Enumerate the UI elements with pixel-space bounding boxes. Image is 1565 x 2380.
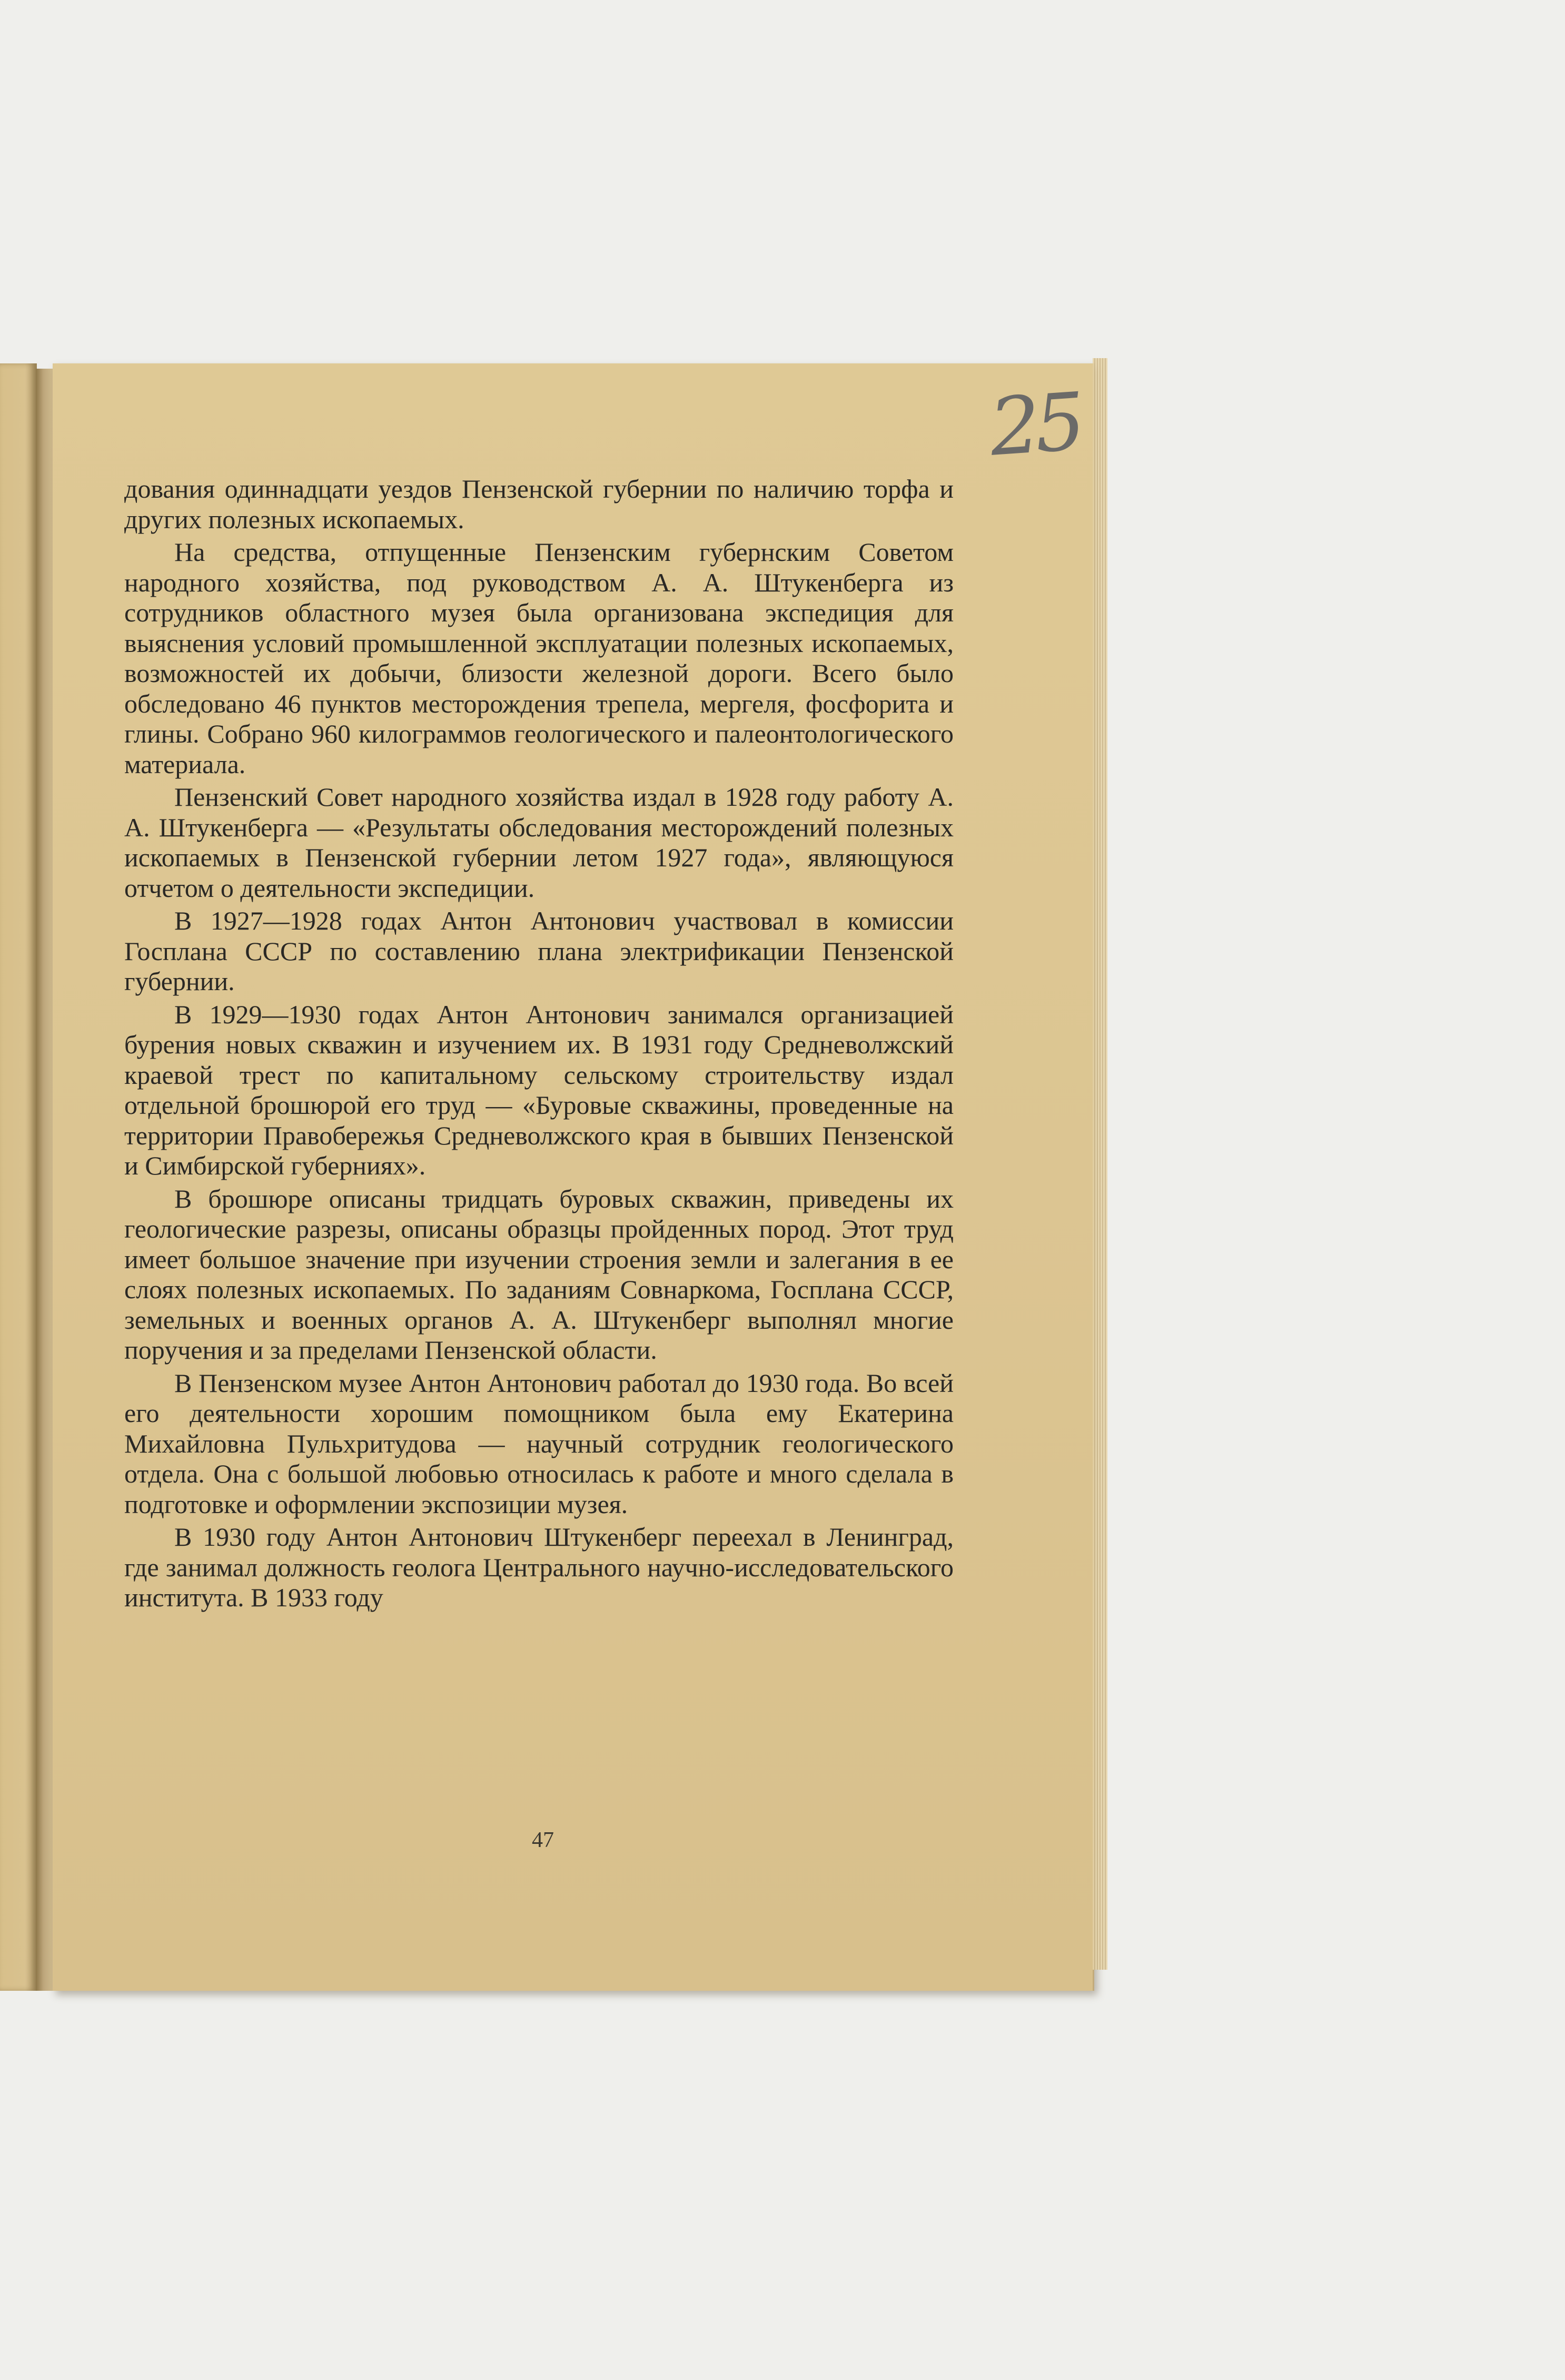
- book-gutter: [36, 369, 55, 1991]
- paragraph: В Пензенском музее Антон Антонович работал до 1930 года. Во всей его деятельности хорошим помощником была ему Екатерина Михайловна Пульхритудова — научный сотрудник геологического отдела. Она с большой любовью относилась к работе и много сделала в подготовке и оформлении экспозиции музея.: [124, 1368, 954, 1519]
- paragraph: На средства, отпущенные Пензенским губернским Советом народного хозяйства, под руководством А. А. Штукенберга из сотрудников областного музея была организована экспедиция для выяснения условий промышленной эксплуатации полезных ископаемых, возможностей их добычи, близости железной дороги. Всего было обследовано 46 пунктов месторождения трепела, мергеля, фосфорита и глины. Собрано 960 килограммов геологического и палеонтологического материала.: [124, 537, 954, 779]
- page-number: 47: [532, 1828, 554, 1852]
- paragraph: В 1929—1930 годах Антон Антонович занимался организацией бурения новых скважин и изучением их. В 1931 году Средневолжский краевой трест по капитальному сельскому строительству издал отдельной брошюрой его труд — «Буровые скважины, проведенные на территории Правобережья Средневолжского края в бывших Пензенской и Симбирской губерниях».: [124, 999, 954, 1180]
- paragraph: дования одиннадцати уездов Пензенской губернии по наличию торфа и других полезных ископаемых.: [124, 474, 954, 534]
- paragraph: В 1927—1928 годах Антон Антонович участвовал в комиссии Госплана СССР по составлению плана электрификации Пензенской губернии.: [124, 906, 954, 996]
- page-stack-edge: [1093, 358, 1107, 1970]
- paragraph: В 1930 году Антон Антонович Штукенберг переехал в Ленинград, где занимал должность геолога Центрального научно-исследовательского института. В 1933 году: [124, 1522, 954, 1612]
- previous-page-edge: [0, 363, 37, 1991]
- paragraph: Пензенский Совет народного хозяйства издал в 1928 году работу А. А. Штукенберга — «Результаты обследования месторождений полезных ископаемых в Пензенской губернии летом 1927 года», являющуюся отчетом о деятельности экспедиции.: [124, 782, 954, 903]
- paragraph: В брошюре описаны тридцать буровых скважин, приведены их геологические разрезы, описаны образцы пройденных пород. Этот труд имеет большое значение при изучении строения земли и залегания в ее слоях полезных ископаемых. По заданиям Совнаркома, Госплана СССР, земельных и военных органов А. А. Штукенберг выполнял многие поручения и за пределами Пензенской области.: [124, 1183, 954, 1365]
- handwritten-folio-number: 25: [987, 376, 1083, 474]
- body-text: [124, 474, 954, 1616]
